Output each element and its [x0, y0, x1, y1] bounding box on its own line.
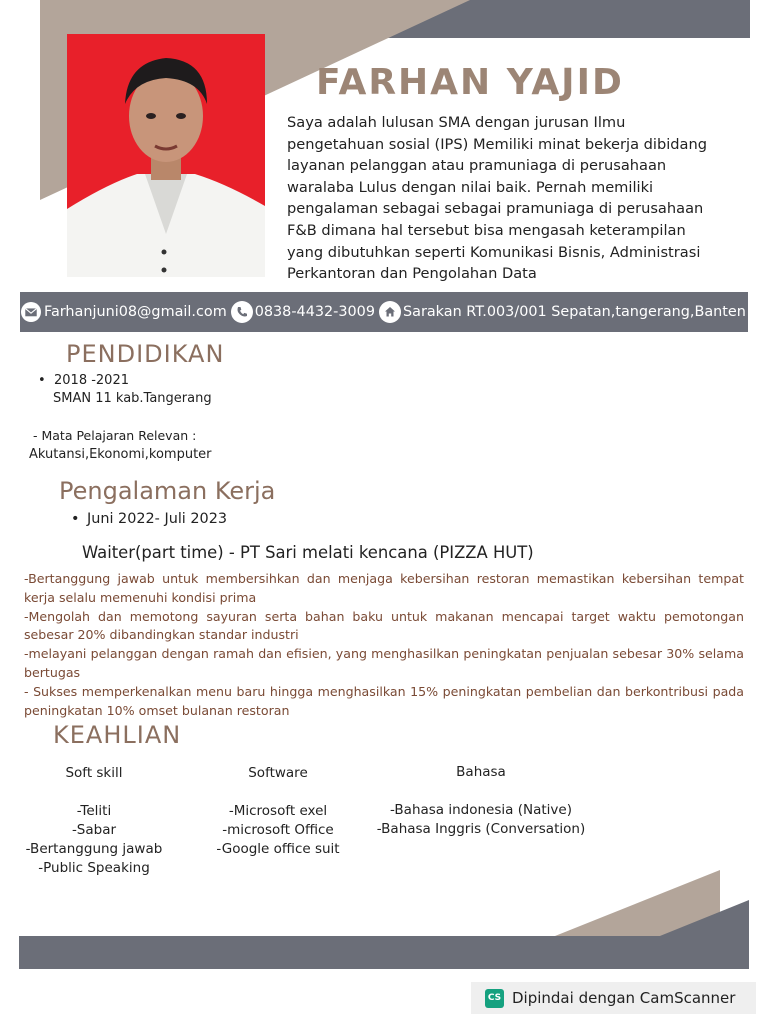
contact-phone — [231, 301, 375, 323]
language-item: -Bahasa indonesia (Native) — [390, 802, 572, 818]
soft-skill-item: -Teliti — [76, 803, 112, 819]
soft-skill-label: Soft skill — [65, 765, 123, 781]
email-icon — [20, 301, 42, 323]
soft-skill-column — [24, 764, 164, 878]
home-icon — [379, 301, 401, 323]
camscanner-watermark — [471, 982, 756, 1014]
education-title: PENDIDIKAN — [66, 340, 225, 368]
experience-title: Pengalaman Kerja — [59, 477, 276, 505]
contact-address — [379, 301, 746, 323]
address-text: Sarakan RT.003/001 Sepatan,tangerang,Banten — [402, 304, 746, 320]
camscanner-logo-icon: CS — [485, 989, 504, 1008]
soft-skill-item: -Public Speaking — [38, 860, 150, 876]
email-text[interactable]: Farhanjuni08@gmail.com — [44, 304, 227, 320]
duty-item: -Bertanggung jawab untuk membersihkan dan menjaga kebersihan restoran memastikan kebersihan tempat kerja selalu memenuhi kondisi prima — [24, 571, 744, 605]
experience-period: • Juni 2022- Juli 2023 — [87, 511, 227, 527]
soft-skill-item: -Sabar — [71, 822, 117, 838]
software-item: -Google office suit — [216, 841, 340, 857]
soft-skill-item: -Bertanggung jawab — [25, 841, 163, 857]
education-school: SMAN 11 kab.Tangerang — [53, 391, 212, 406]
education-period: • 2018 -2021 — [54, 373, 129, 388]
skills-title: KEAHLIAN — [53, 721, 182, 749]
education-subjects-label: - Mata Pelajaran Relevan : — [33, 428, 197, 443]
duty-item: -Mengolah dan memotong sayuran serta bahan baku untuk makanan mencapai target waktu pemotongan sebesar 20% dibandingkan standar industri — [24, 608, 744, 643]
contact-email — [20, 301, 227, 323]
profile-photo — [67, 34, 265, 277]
language-label: Bahasa — [456, 764, 506, 780]
experience-position: Waiter(part time) - PT Sari melati kencana (PIZZA HUT) — [82, 543, 534, 562]
language-column — [372, 763, 590, 839]
experience-duties — [24, 570, 744, 720]
software-item: -Microsoft exel — [228, 803, 328, 819]
duty-item: -melayani pelanggan dengan ramah dan efisien, yang menghasilkan peningkatan penjualan sebesar 30% selama bertugas — [24, 646, 744, 680]
software-column — [208, 764, 348, 859]
education-subjects: Akutansi,Ekonomi,komputer — [29, 447, 212, 462]
duty-item: - Sukses memperkenalkan menu baru hingga menghasilkan 15% peningkatan pembelian dan berkontribusi pada peningkatan 10% omset bulanan restoran — [24, 683, 744, 718]
software-label: Software — [248, 765, 308, 781]
profile-summary: Saya adalah lulusan SMA dengan jurusan Ilmu pengetahuan sosial (IPS) Memiliki minat bekerja dibidang layanan pelanggan atau pramuniaga di perusahaan waralaba Lulus dengan nilai baik. Pernah memiliki pengalaman sebagai sebagai pramuniaga di perusahaan F&B dimana hal tersebut bisa mengasah keterampilan yang dibutuhkan seperti Komunikasi Bisnis, Administrasi Perkantoran dan Pengolahan Data — [287, 114, 708, 283]
candidate-name: FARHAN YAJID — [316, 62, 624, 103]
footer-bar — [19, 936, 749, 969]
phone-text[interactable]: 0838-4432-3009 — [254, 304, 375, 320]
camscanner-text: Dipindai dengan CamScanner — [512, 989, 736, 1007]
language-item: -Bahasa Inggris (Conversation) — [376, 821, 586, 837]
software-item: -microsoft Office — [222, 822, 334, 838]
phone-icon — [231, 301, 253, 323]
contact-bar — [20, 292, 748, 332]
